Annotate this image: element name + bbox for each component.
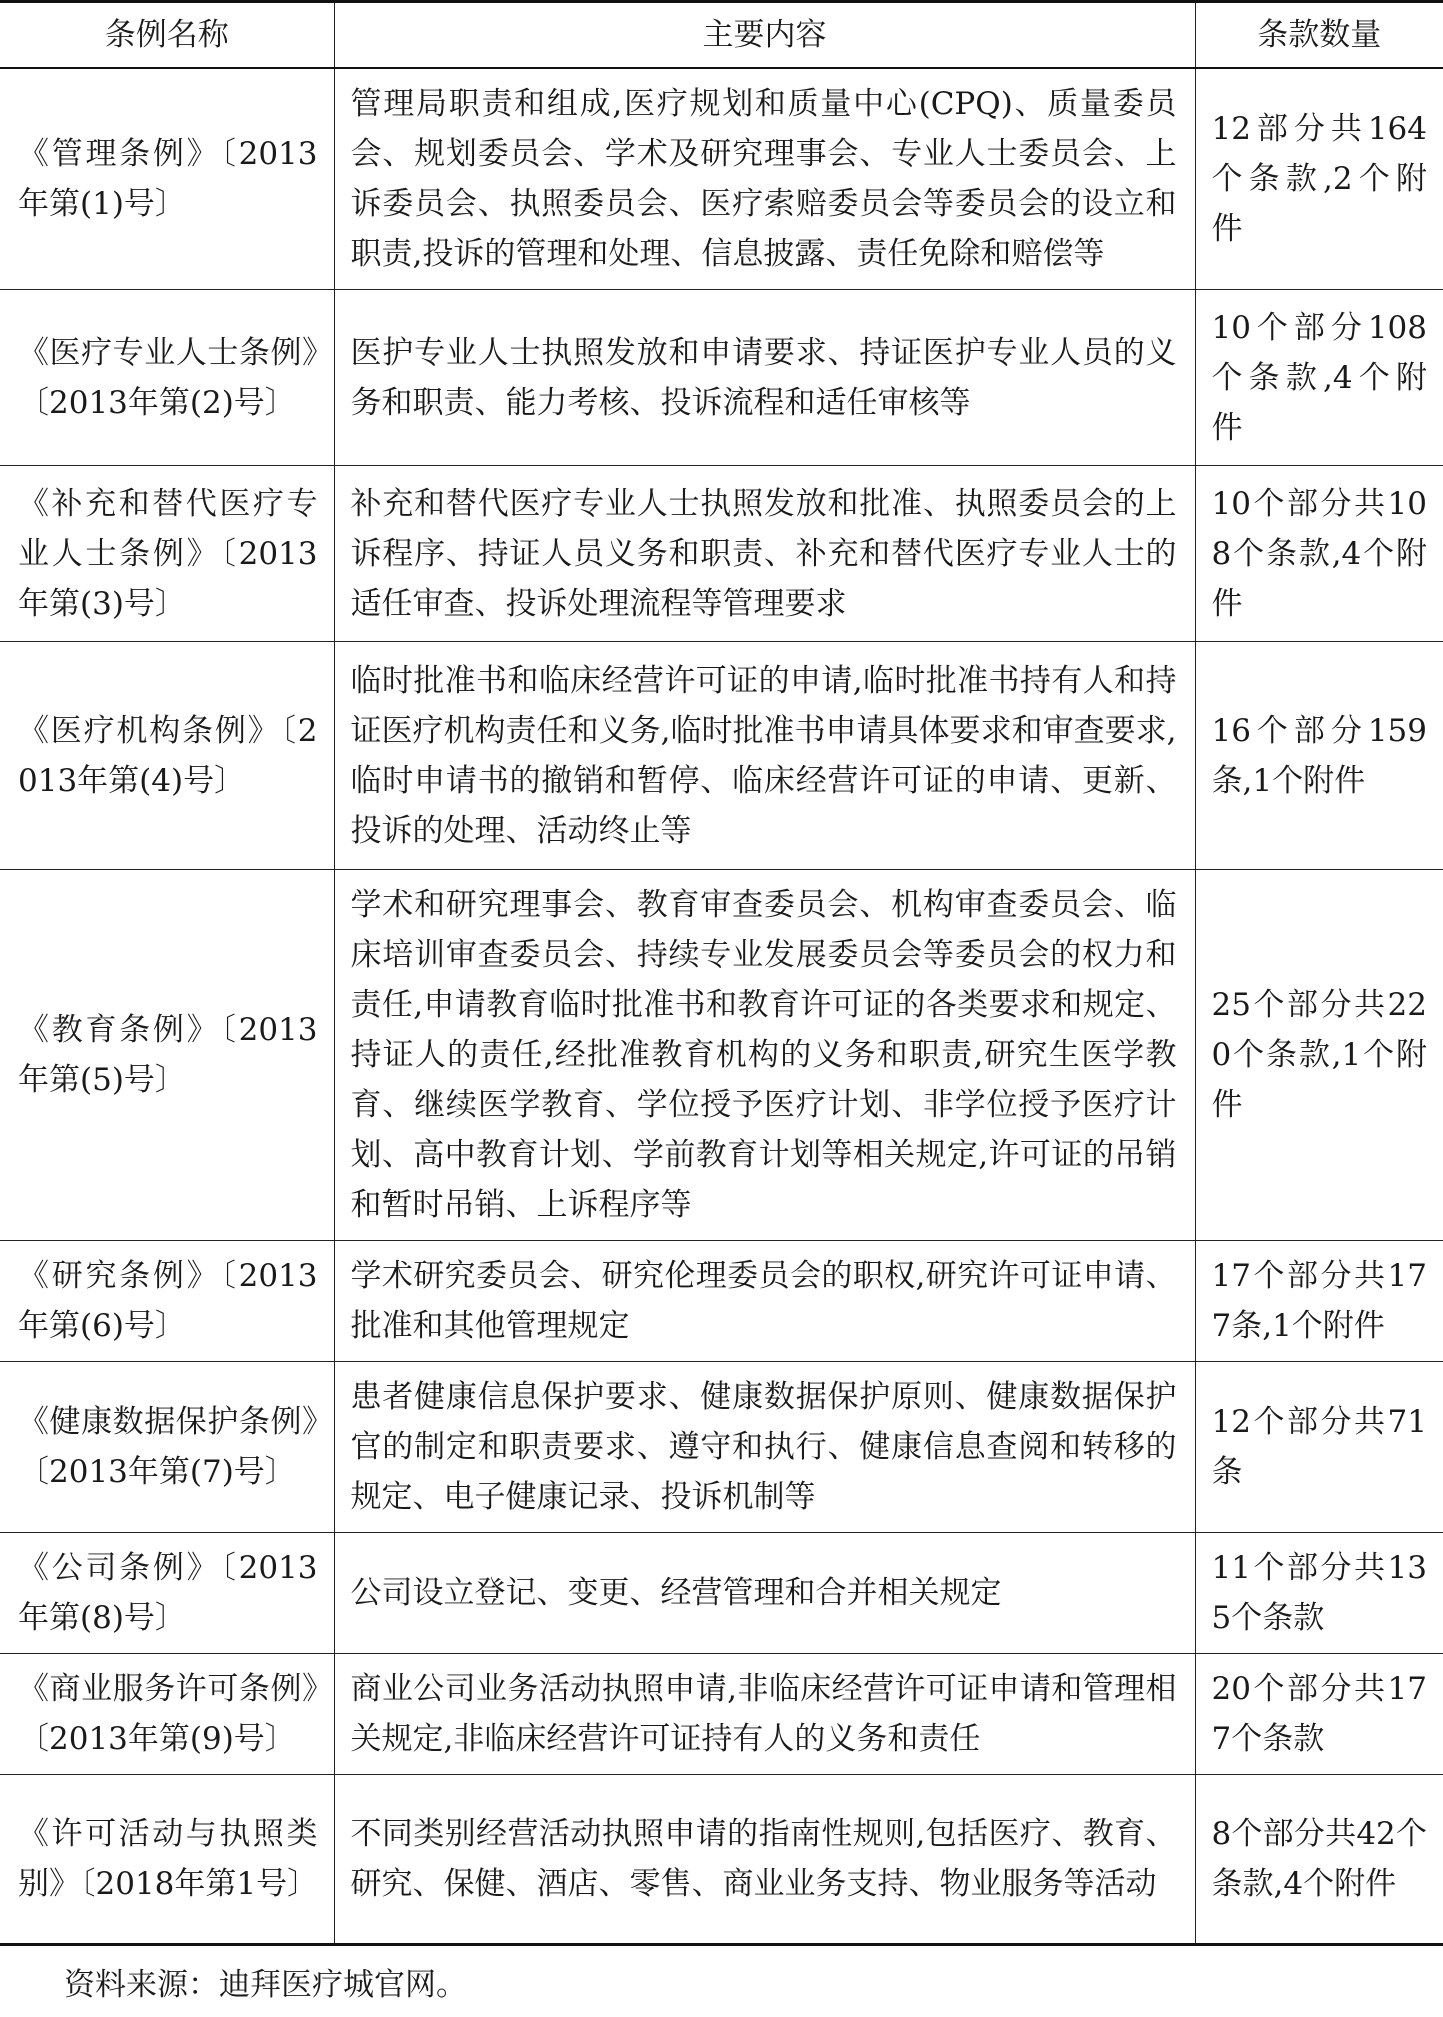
regulation-count-cell: 25个部分共220个条款,1个附件	[1195, 870, 1443, 1241]
table-row	[0, 642, 1443, 870]
regulation-name-cell: 《管理条例》〔2013年第(1)号〕	[0, 68, 334, 290]
regulation-count-cell: 12部分共164个条款,2个附件	[1195, 68, 1443, 290]
regulation-content-cell: 患者健康信息保护要求、健康数据保护原则、健康数据保护官的制定和职责要求、遵守和执行、健康信息查阅和转移的规定、电子健康记录、投诉机制等	[334, 1362, 1195, 1533]
regulation-name-cell: 《研究条例》〔2013年第(6)号〕	[0, 1241, 334, 1362]
regulation-content-cell: 管理局职责和组成,医疗规划和质量中心(CPQ)、质量委员会、规划委员会、学术及研究理事会、专业人士委员会、上诉委员会、执照委员会、医疗索赔委员会等委员会的设立和职责,投诉的管理和处理、信息披露、责任免除和赔偿等	[334, 68, 1195, 290]
regulation-count-cell: 10个部分108个条款,4个附件	[1195, 290, 1443, 466]
regulation-count-cell: 10个部分共108个条款,4个附件	[1195, 466, 1443, 642]
table-row	[0, 290, 1443, 466]
regulation-name-cell: 《许可活动与执照类别》〔2018年第1号〕	[0, 1775, 334, 1945]
table-row	[0, 1775, 1443, 1945]
table-row	[0, 1241, 1443, 1362]
regulation-content-cell: 临时批准书和临床经营许可证的申请,临时批准书持有人和持证医疗机构责任和义务,临时批准书申请具体要求和审查要求,临时申请书的撤销和暂停、临床经营许可证的申请、更新、投诉的处理、活动终止等	[334, 642, 1195, 870]
regulation-content-cell: 商业公司业务活动执照申请,非临床经营许可证申请和管理相关规定,非临床经营许可证持有人的义务和责任	[334, 1654, 1195, 1775]
regulation-name-cell: 《商业服务许可条例》〔2013年第(9)号〕	[0, 1654, 334, 1775]
table-row	[0, 1533, 1443, 1654]
table-row	[0, 466, 1443, 642]
header-main-content: 主要内容	[334, 2, 1195, 69]
regulation-name-cell: 《教育条例》〔2013年第(5)号〕	[0, 870, 334, 1241]
regulation-count-cell: 17个部分共177条,1个附件	[1195, 1241, 1443, 1362]
table-row	[0, 1654, 1443, 1775]
source-note: 资料来源：迪拜医疗城官网。	[64, 1967, 467, 2003]
regulation-content-cell: 医护专业人士执照发放和申请要求、持证医护专业人员的义务和职责、能力考核、投诉流程和适任审核等	[334, 290, 1195, 466]
regulation-name-cell: 《医疗机构条例》〔2013年第(4)号〕	[0, 642, 334, 870]
regulation-count-cell: 12个部分共71条	[1195, 1362, 1443, 1533]
regulation-content-cell: 学术和研究理事会、教育审查委员会、机构审查委员会、临床培训审查委员会、持续专业发展委员会等委员会的权力和责任,申请教育临时批准书和教育许可证的各类要求和规定、持证人的责任,经批准教育机构的义务和职责,研究生医学教育、继续医学教育、学位授予医疗计划、非学位授予医疗计划、高中教育计划、学前教育计划等相关规定,许可证的吊销和暂时吊销、上诉程序等	[334, 870, 1195, 1241]
regulation-count-cell: 8个部分共42个条款,4个附件	[1195, 1775, 1443, 1945]
table-row	[0, 68, 1443, 290]
regulation-count-cell: 20个部分共177个条款	[1195, 1654, 1443, 1775]
table-row	[0, 870, 1443, 1241]
table-header-row	[0, 2, 1443, 69]
regulation-name-cell: 《健康数据保护条例》〔2013年第(7)号〕	[0, 1362, 334, 1533]
regulation-name-cell: 《公司条例》〔2013年第(8)号〕	[0, 1533, 334, 1654]
header-regulation-name: 条例名称	[0, 2, 334, 69]
header-clause-count: 条款数量	[1195, 2, 1443, 69]
regulation-content-cell: 公司设立登记、变更、经营管理和合并相关规定	[334, 1533, 1195, 1654]
regulation-count-cell: 11个部分共135个条款	[1195, 1533, 1443, 1654]
regulation-content-cell: 补充和替代医疗专业人士执照发放和批准、执照委员会的上诉程序、持证人员义务和职责、补充和替代医疗专业人士的适任审查、投诉处理流程等管理要求	[334, 466, 1195, 642]
regulation-content-cell: 学术研究委员会、研究伦理委员会的职权,研究许可证申请、批准和其他管理规定	[334, 1241, 1195, 1362]
regulation-content-cell: 不同类别经营活动执照申请的指南性规则,包括医疗、教育、研究、保健、酒店、零售、商业业务支持、物业服务等活动	[334, 1775, 1195, 1945]
regulation-name-cell: 《医疗专业人士条例》〔2013年第(2)号〕	[0, 290, 334, 466]
regulation-count-cell: 16个部分159条,1个附件	[1195, 642, 1443, 870]
table-row	[0, 1362, 1443, 1533]
regulation-name-cell: 《补充和替代医疗专业人士条例》〔2013年第(3)号〕	[0, 466, 334, 642]
